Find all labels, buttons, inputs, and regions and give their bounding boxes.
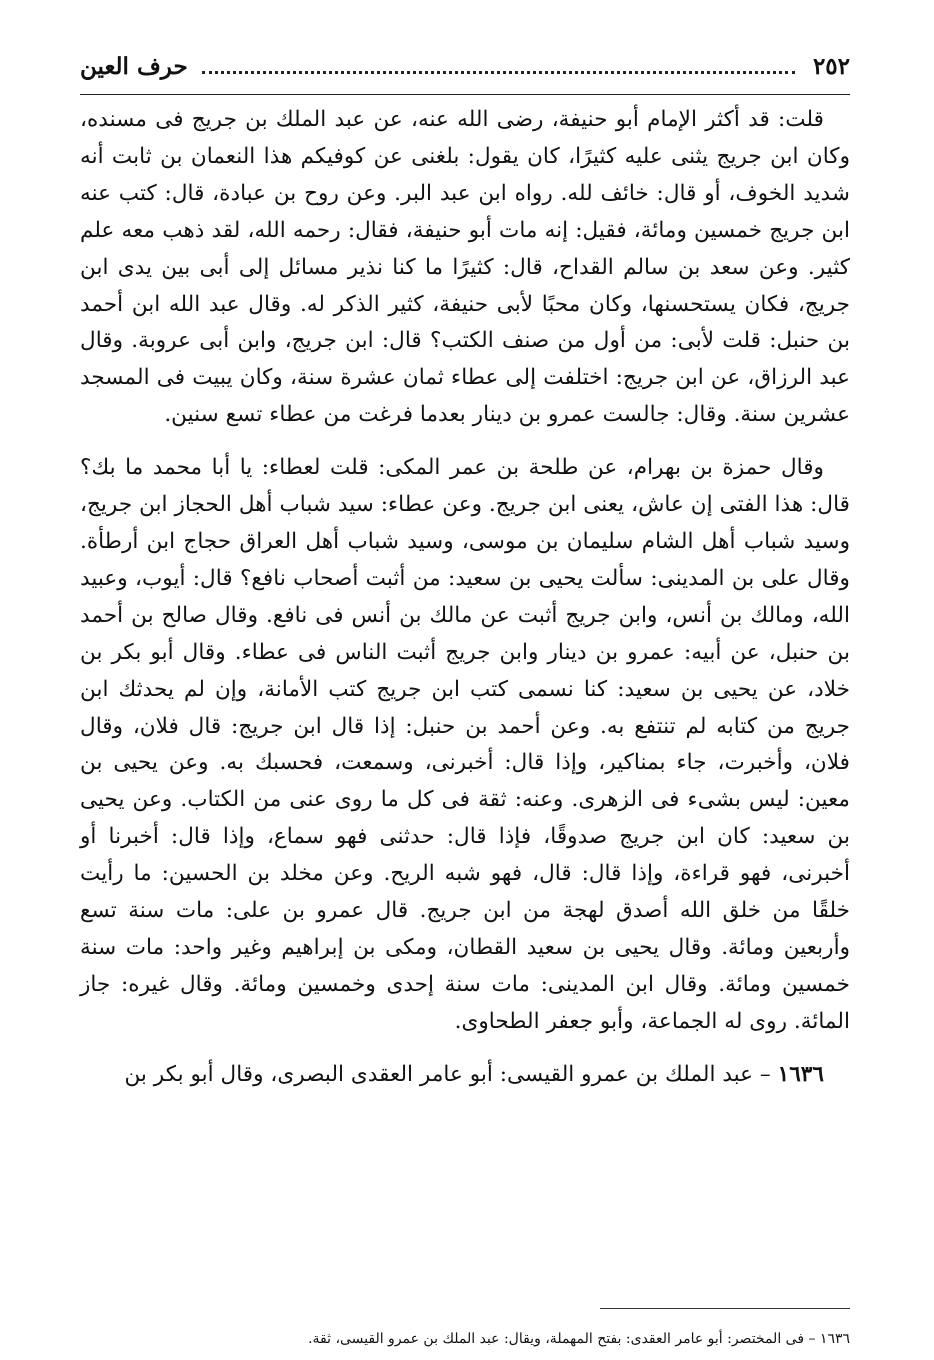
header-rule [80,94,850,95]
main-text [80,102,850,1110]
footnote: ١٦٣٦ – فى المختصر: أبو عامر العقدى: بفتح المهملة، ويقال: عبد الملك بن عمرو القيسى، ثقة. [308,1331,850,1347]
footnote-rule [600,1308,850,1309]
paragraph: وقال حمزة بن بهرام، عن طلحة بن عمر المكى: قلت لعطاء: يا أبا محمد ما بك؟ قال: هذا الفتى إن عاش، يعنى ابن جريج. وعن عطاء: سيد شباب أهل الحجاز ابن جريج، وسيد شباب أهل الشام سليمان بن موسى، وسيد شباب أهل العراق حجاج ابن أرطأة. وقال على بن المدينى: سألت يحيى بن سعيد: من أثبت أصحاب نافع؟ قال: أيوب، وعبيد الله، ومالك بن أنس، وابن جريج أثبت عن مالك بن أنس فى نافع. وقال صالح بن أحمد بن حنبل، عن أبيه: عمرو بن دينار وابن جريج أثبت الناس فى عطاء. وقال أبو بكر بن خلاد، عن يحيى بن سعيد: كنا نسمى كتب ابن جريج كتب الأمانة، وإن لم يحدثك ابن جريج من كتابه لم تنتفع به. وعن أحمد بن حنبل: إذا قال ابن جريج: قال فلان، وقال فلان، وأخبرت، جاء بمناكير، وإذا قال: أخبرنى، وسمعت، فحسبك به. وعن يحيى بن معين: ليس بشىء فى الزهرى. وعنه: ثقة فى كل ما روى عنى من الكتاب. وعن يحيى بن سعيد: كان ابن جريج صدوقًا، فإذا قال: حدثنى فهو سماع، وإذا قال: أخبرنا أو أخبرنى، فهو قراءة، وإذا قال: قال، فهو شبه الريح. وعن مخلد بن الحسين: ما رأيت خلقًا من خلق الله أصدق لهجة من ابن جريج. قال عمرو بن على: مات سنة تسع وأربعين ومائة. وقال يحيى بن سعيد القطان، ومكى بن إبراهيم وغير واحد: مات سنة خمسين ومائة. وقال ابن المدينى: مات سنة إحدى وخمسين ومائة. وقال غيره: جاز المائة. روى له الجماعة، وأبو جعفر الطحاوى. [80,455,850,1034]
entry-paragraph [80,1057,850,1094]
book-page [80,40,850,1347]
running-header [80,40,850,92]
paragraph: قلت: قد أكثر الإمام أبو حنيفة، رضى الله عنه، عن عبد الملك بن جريج فى مسنده، وكان ابن جريج يثنى عليه كثيرًا، كان يقول: بلغنى عن كوفيكم هذا النعمان بن ثابت أنه شديد الخوف، أو قال: خائف لله. رواه ابن عبد البر. وعن روح بن عبادة، قال: كتب عنه ابن جريج خمسين ومائة، فقيل: إنه مات أبو حنيفة، فقال: رحمه الله، لقد ذهب معه علم كثير. وعن سعد بن سالم القداح، قال: كثيرًا ما كنا نذير مسائل إلى أبى بين يدى ابن جريج، فكان يستحسنها، وكان محبًا لأبى حنيفة، كثير الذكر له. وقال عبد الله ابن أحمد بن حنبل: قلت لأبى: من أول من صنف الكتب؟ قال: ابن جريج، وابن أبى عروبة. وقال عبد الرزاق، عن ابن جريج: اختلفت إلى عطاء ثمان عشرة سنة، وكان يبيت فى المسجد عشرين سنة. وقال: جالست عمرو بن دينار بعدما فرغت من عطاء تسع سنين. [80,107,850,428]
section-title: حرف العين [80,52,188,80]
page-number: ٢٥٢ [812,52,850,80]
entry-text: – عبد الملك بن عمرو القيسى: أبو عامر العقدى البصرى، وقال أبو بكر بن [124,1061,778,1087]
header-leader-dots [202,71,795,74]
entry-number: ١٦٣٦ [777,1061,824,1087]
